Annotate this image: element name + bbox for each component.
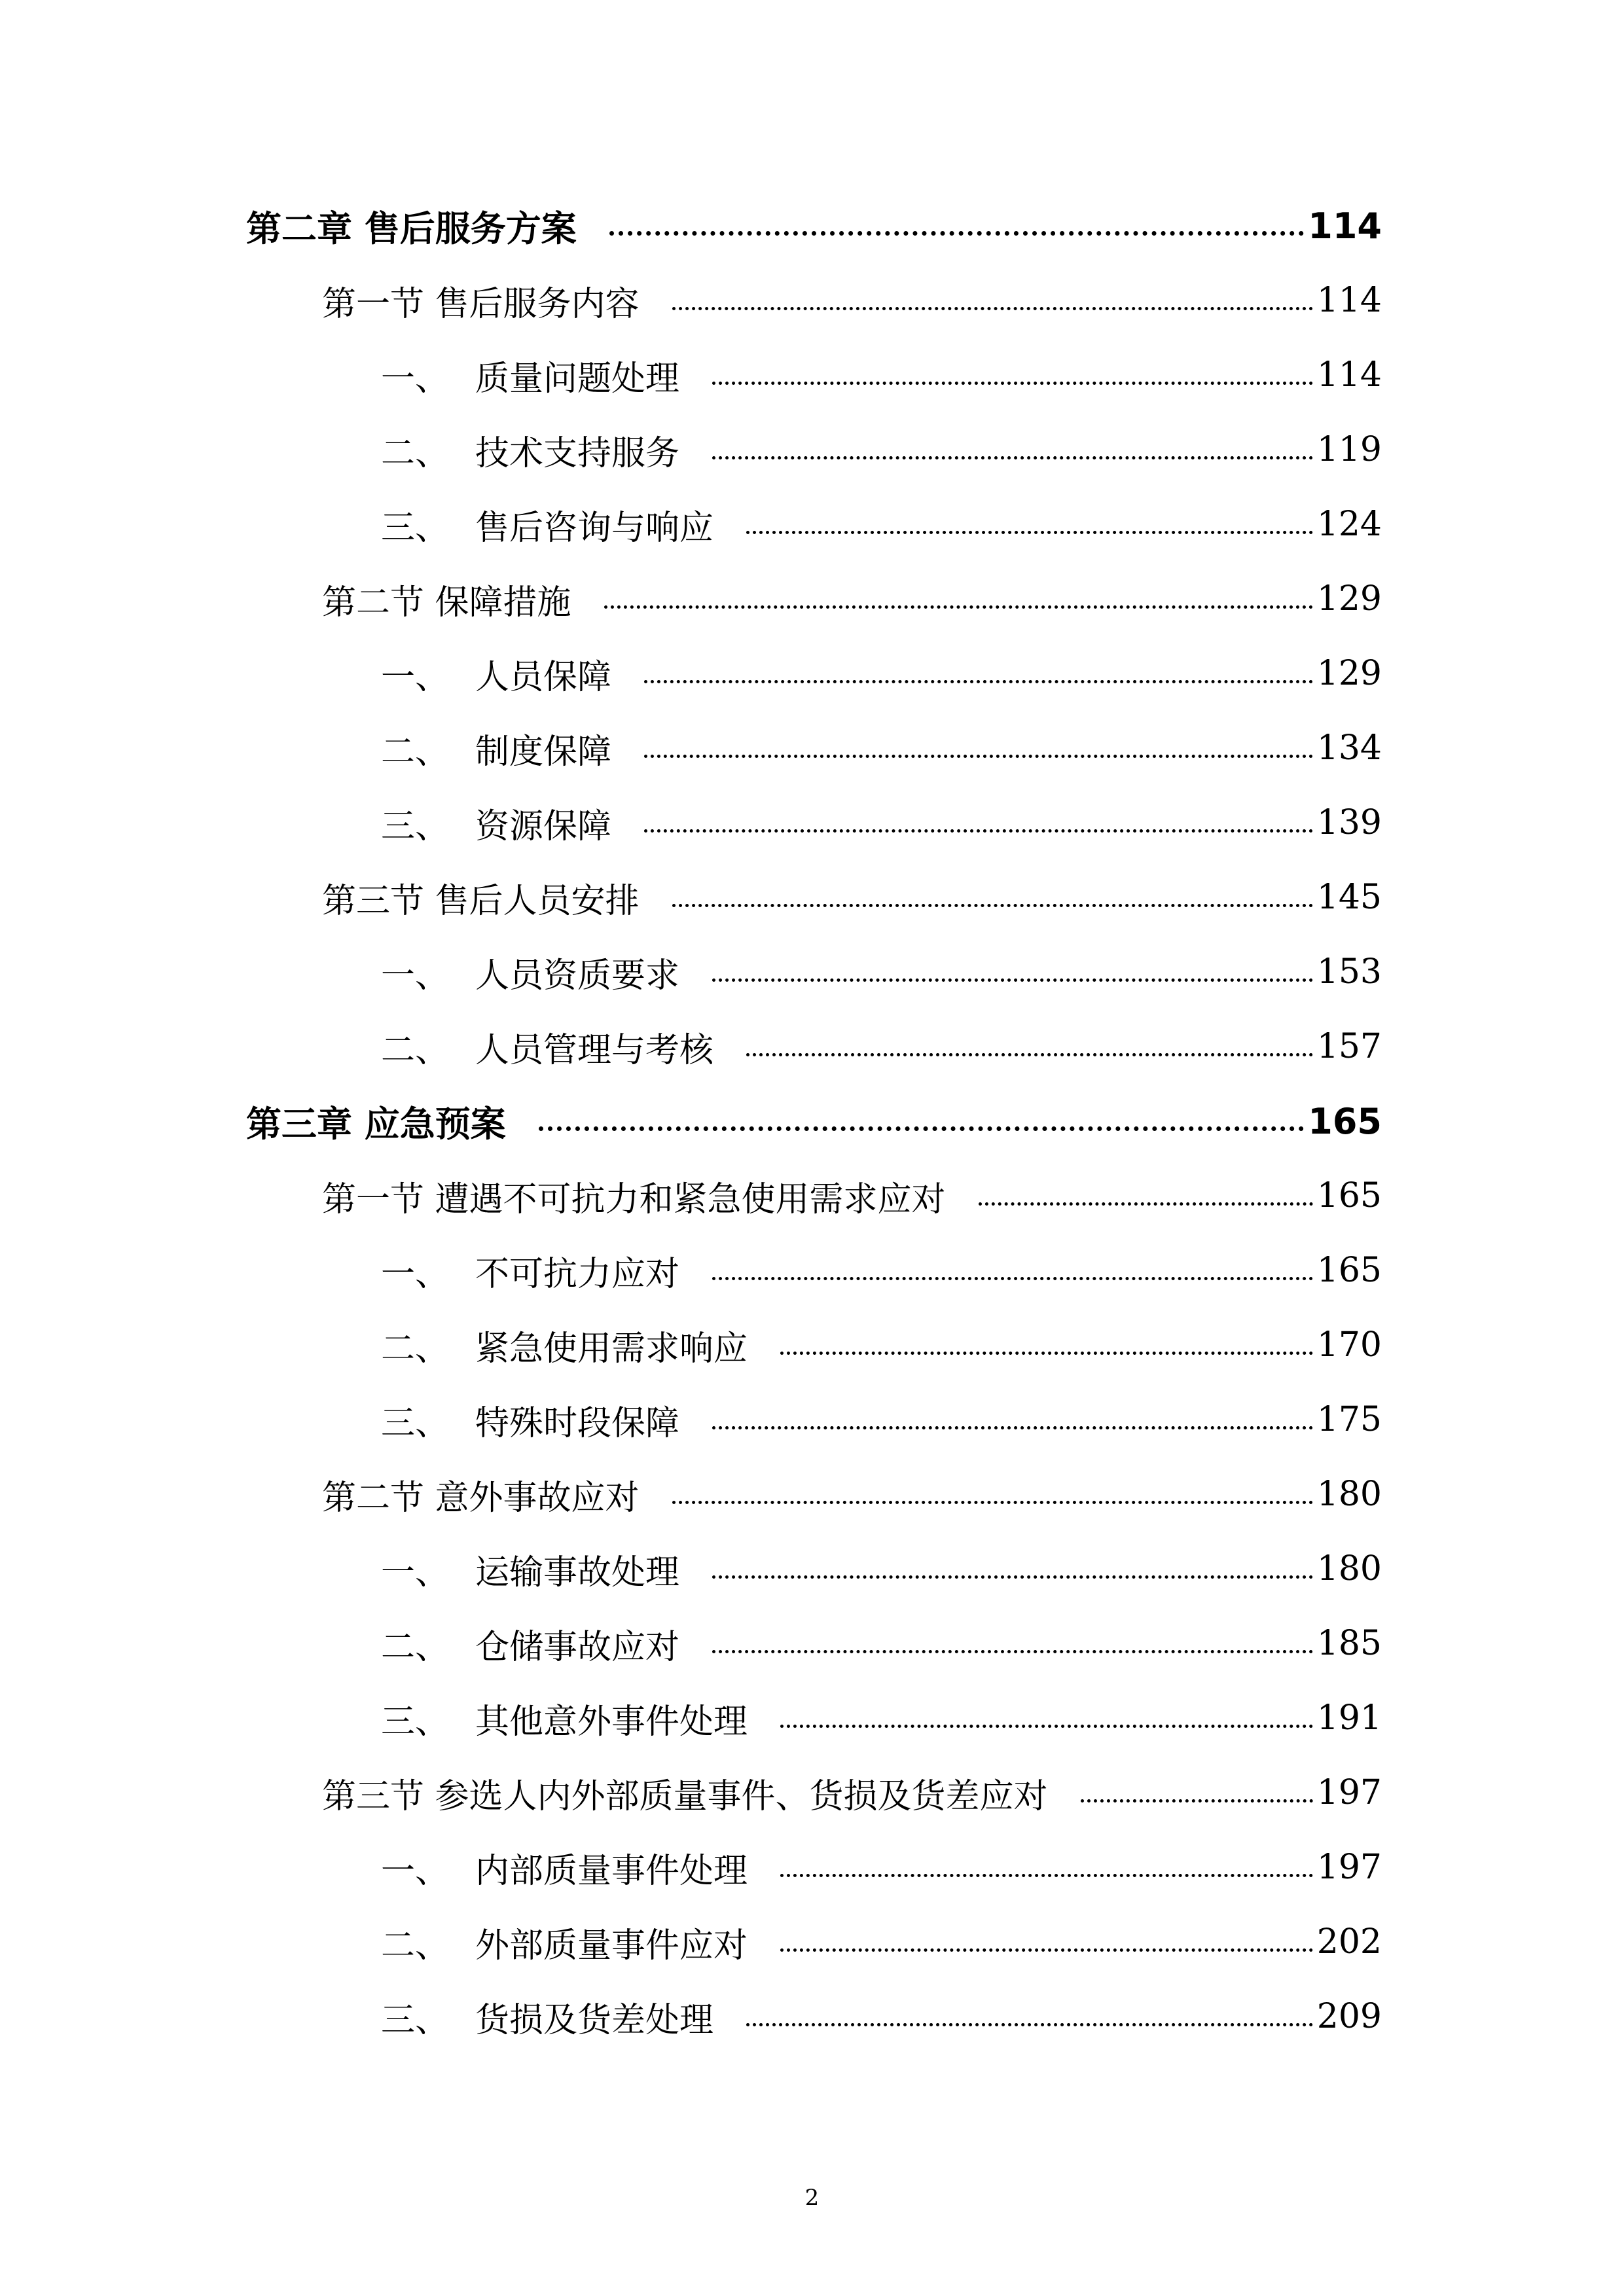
toc-entry-label	[381, 1694, 748, 1743]
toc-entry-page: 165	[1316, 1176, 1382, 1215]
toc-entry-title: 第二节 意外事故应对	[322, 1478, 640, 1518]
dot-leader	[780, 1330, 1313, 1360]
toc-entry-label	[381, 425, 679, 475]
dot-leader	[712, 435, 1313, 465]
toc-entry-label	[381, 649, 611, 698]
dot-leader	[712, 1405, 1313, 1435]
toc-entry-title: 第二章 售后服务方案	[246, 207, 577, 249]
toc-entry-number: 一、	[381, 1851, 450, 1891]
toc-entry-title: 外部质量事件应对	[475, 1926, 748, 1965]
toc-entry-label	[381, 1545, 679, 1594]
toc-entry-title: 人员管理与考核	[475, 1030, 714, 1070]
toc-entry-title: 第二节 保障措施	[322, 583, 571, 622]
toc-entry-title: 货损及货差处理	[475, 2000, 714, 2040]
dot-leader	[712, 360, 1313, 390]
toc-entry-label	[381, 1246, 679, 1295]
toc-entry-number: 三、	[381, 1702, 450, 1742]
dot-leader	[746, 509, 1313, 539]
toc-entry-number: 三、	[381, 1403, 450, 1443]
toc-entry-section[interactable]	[0, 1158, 1624, 1233]
toc-entry-label	[381, 1992, 713, 2041]
toc-entry-number: 二、	[381, 732, 450, 772]
toc-entry-item[interactable]	[0, 636, 1624, 711]
toc-entry-page: 153	[1316, 952, 1382, 992]
toc-entry-page: 191	[1316, 1698, 1382, 1738]
dot-leader	[712, 957, 1313, 987]
toc-entry-label	[322, 1768, 1048, 1818]
toc-entry-title: 资源保障	[475, 806, 612, 846]
toc-entry-number: 二、	[381, 1926, 450, 1965]
toc-entry-label	[381, 1619, 679, 1668]
toc-entry-title: 第三章 应急预案	[246, 1103, 506, 1145]
toc-entry-number: 一、	[381, 1254, 450, 1294]
toc-entry-chapter[interactable]	[0, 1084, 1624, 1158]
toc-entry-item[interactable]	[0, 1681, 1624, 1755]
toc-entry-title: 仓储事故应对	[475, 1627, 680, 1667]
toc-entry-page: 157	[1316, 1027, 1382, 1066]
toc-entry-title: 质量问题处理	[475, 359, 680, 399]
toc-entry-page: 129	[1316, 654, 1382, 693]
toc-entry-page: 124	[1316, 505, 1382, 544]
toc-entry-item[interactable]	[0, 1233, 1624, 1308]
dot-leader	[979, 1181, 1313, 1211]
toc-entry-page: 209	[1316, 1997, 1382, 2036]
toc-entry-title: 内部质量事件处理	[475, 1851, 748, 1891]
toc-entry-item[interactable]	[0, 338, 1624, 412]
toc-entry-page: 114	[1316, 355, 1382, 395]
toc-entry-page: 197	[1316, 1848, 1382, 1887]
toc-entry-number: 三、	[381, 2000, 450, 2040]
toc-entry-item[interactable]	[0, 487, 1624, 562]
toc-entry-page: 165	[1316, 1251, 1382, 1290]
toc-entry-title: 其他意外事件处理	[475, 1702, 748, 1742]
toc-entry-item[interactable]	[0, 711, 1624, 785]
toc-entry-item[interactable]	[0, 1830, 1624, 1905]
toc-entry-title: 第一节 售后服务内容	[322, 284, 640, 324]
toc-entry-label	[381, 724, 611, 773]
toc-entry-page: 134	[1316, 728, 1382, 768]
toc-entry-section[interactable]	[0, 263, 1624, 338]
toc-entry-title: 售后咨询与响应	[475, 508, 714, 548]
toc-entry-label	[381, 500, 713, 549]
toc-entry-page: 129	[1316, 579, 1382, 619]
dot-leader	[672, 285, 1313, 315]
toc-entry-label	[322, 575, 571, 624]
toc-entry-title: 人员资质要求	[475, 956, 680, 996]
toc-entry-title: 第三节 参选人内外部质量事件、货损及货差应对	[322, 1776, 1048, 1816]
toc-entry-number: 二、	[381, 1627, 450, 1667]
toc-entry-section[interactable]	[0, 860, 1624, 935]
toc-entry-title: 紧急使用需求响应	[475, 1329, 748, 1369]
toc-entry-label	[246, 201, 577, 251]
toc-entry-item[interactable]	[0, 1009, 1624, 1084]
toc-entry-title: 制度保障	[475, 732, 612, 772]
dot-leader	[780, 1852, 1313, 1882]
toc-entry-label	[322, 1470, 640, 1519]
page-number: 2	[804, 2185, 820, 2211]
toc-entry-number: 一、	[381, 1552, 450, 1592]
toc-entry-label	[381, 1843, 748, 1892]
toc-entry-title: 人员保障	[475, 657, 612, 697]
dot-leader	[780, 1703, 1313, 1733]
toc-entry-label	[381, 1395, 679, 1444]
toc-entry-number: 一、	[381, 956, 450, 996]
toc-entry-item[interactable]	[0, 935, 1624, 1009]
toc-entry-item[interactable]	[0, 1308, 1624, 1382]
toc-entry-label	[322, 1172, 946, 1221]
dot-leader	[644, 733, 1313, 763]
toc-entry-label	[381, 1918, 748, 1967]
toc-entry-item[interactable]	[0, 1382, 1624, 1457]
toc-entry-item[interactable]	[0, 1606, 1624, 1681]
toc-entry-page: 180	[1316, 1549, 1382, 1588]
toc-entry-item[interactable]	[0, 1532, 1624, 1606]
toc-entry-page: 197	[1316, 1773, 1382, 1812]
toc-entry-number: 三、	[381, 806, 450, 846]
toc-entry-label	[381, 351, 679, 400]
dot-leader	[746, 1031, 1313, 1062]
dot-leader	[609, 211, 1304, 241]
toc-entry-page: 114	[1316, 281, 1382, 320]
toc-entry-page: 145	[1316, 878, 1382, 917]
dot-leader	[712, 1554, 1313, 1584]
dot-leader	[604, 584, 1313, 614]
toc-entry-title: 特殊时段保障	[475, 1403, 680, 1443]
toc-entry-label	[322, 873, 640, 922]
toc-entry-number: 二、	[381, 433, 450, 473]
toc-entry-title: 第一节 遭遇不可抗力和紧急使用需求应对	[322, 1179, 946, 1219]
toc-entry-number: 一、	[381, 657, 450, 697]
toc-entry-section[interactable]	[0, 1457, 1624, 1532]
toc-entry-chapter[interactable]	[0, 188, 1624, 263]
toc-entry-number: 三、	[381, 508, 450, 548]
toc-entry-label	[246, 1096, 506, 1147]
toc-entry-title: 运输事故处理	[475, 1552, 680, 1592]
toc-entry-page: 180	[1316, 1475, 1382, 1514]
toc-entry-number: 二、	[381, 1030, 450, 1070]
dot-leader	[712, 1628, 1313, 1659]
toc-entry-item[interactable]	[0, 1905, 1624, 1979]
toc-entry-page: 139	[1316, 803, 1382, 842]
toc-entry-title: 技术支持服务	[475, 433, 680, 473]
toc-entry-page: 114	[1308, 205, 1382, 247]
dot-leader	[539, 1106, 1304, 1136]
dot-leader	[780, 1927, 1313, 1957]
dot-leader	[672, 1479, 1313, 1509]
toc-entry-page: 202	[1316, 1922, 1382, 1962]
toc-entry-page: 119	[1316, 430, 1382, 469]
dot-leader	[712, 1255, 1313, 1285]
toc-entry-number: 二、	[381, 1329, 450, 1369]
toc-entry-page: 185	[1316, 1624, 1382, 1663]
toc-entry-page: 165	[1308, 1100, 1382, 1142]
toc-entry-title: 第三节 售后人员安排	[322, 881, 640, 921]
toc-entry-label	[322, 276, 640, 325]
toc-entry-title: 不可抗力应对	[475, 1254, 680, 1294]
toc-entry-item[interactable]	[0, 412, 1624, 487]
dot-leader	[672, 882, 1313, 912]
dot-leader	[746, 2001, 1313, 2032]
table-of-contents	[0, 188, 1624, 2054]
toc-entry-label	[381, 1022, 713, 1071]
toc-entry-section[interactable]	[0, 1755, 1624, 1830]
toc-entry-page: 175	[1316, 1400, 1382, 1439]
toc-entry-label	[381, 948, 679, 997]
toc-entry-item[interactable]	[0, 1979, 1624, 2054]
toc-entry-label	[381, 1321, 748, 1370]
toc-entry-label	[381, 798, 611, 848]
toc-entry-page: 170	[1316, 1325, 1382, 1365]
dot-leader	[644, 658, 1313, 689]
dot-leader	[644, 808, 1313, 838]
toc-entry-section[interactable]	[0, 562, 1624, 636]
dot-leader	[1081, 1778, 1313, 1808]
toc-entry-number: 一、	[381, 359, 450, 399]
toc-entry-item[interactable]	[0, 785, 1624, 860]
